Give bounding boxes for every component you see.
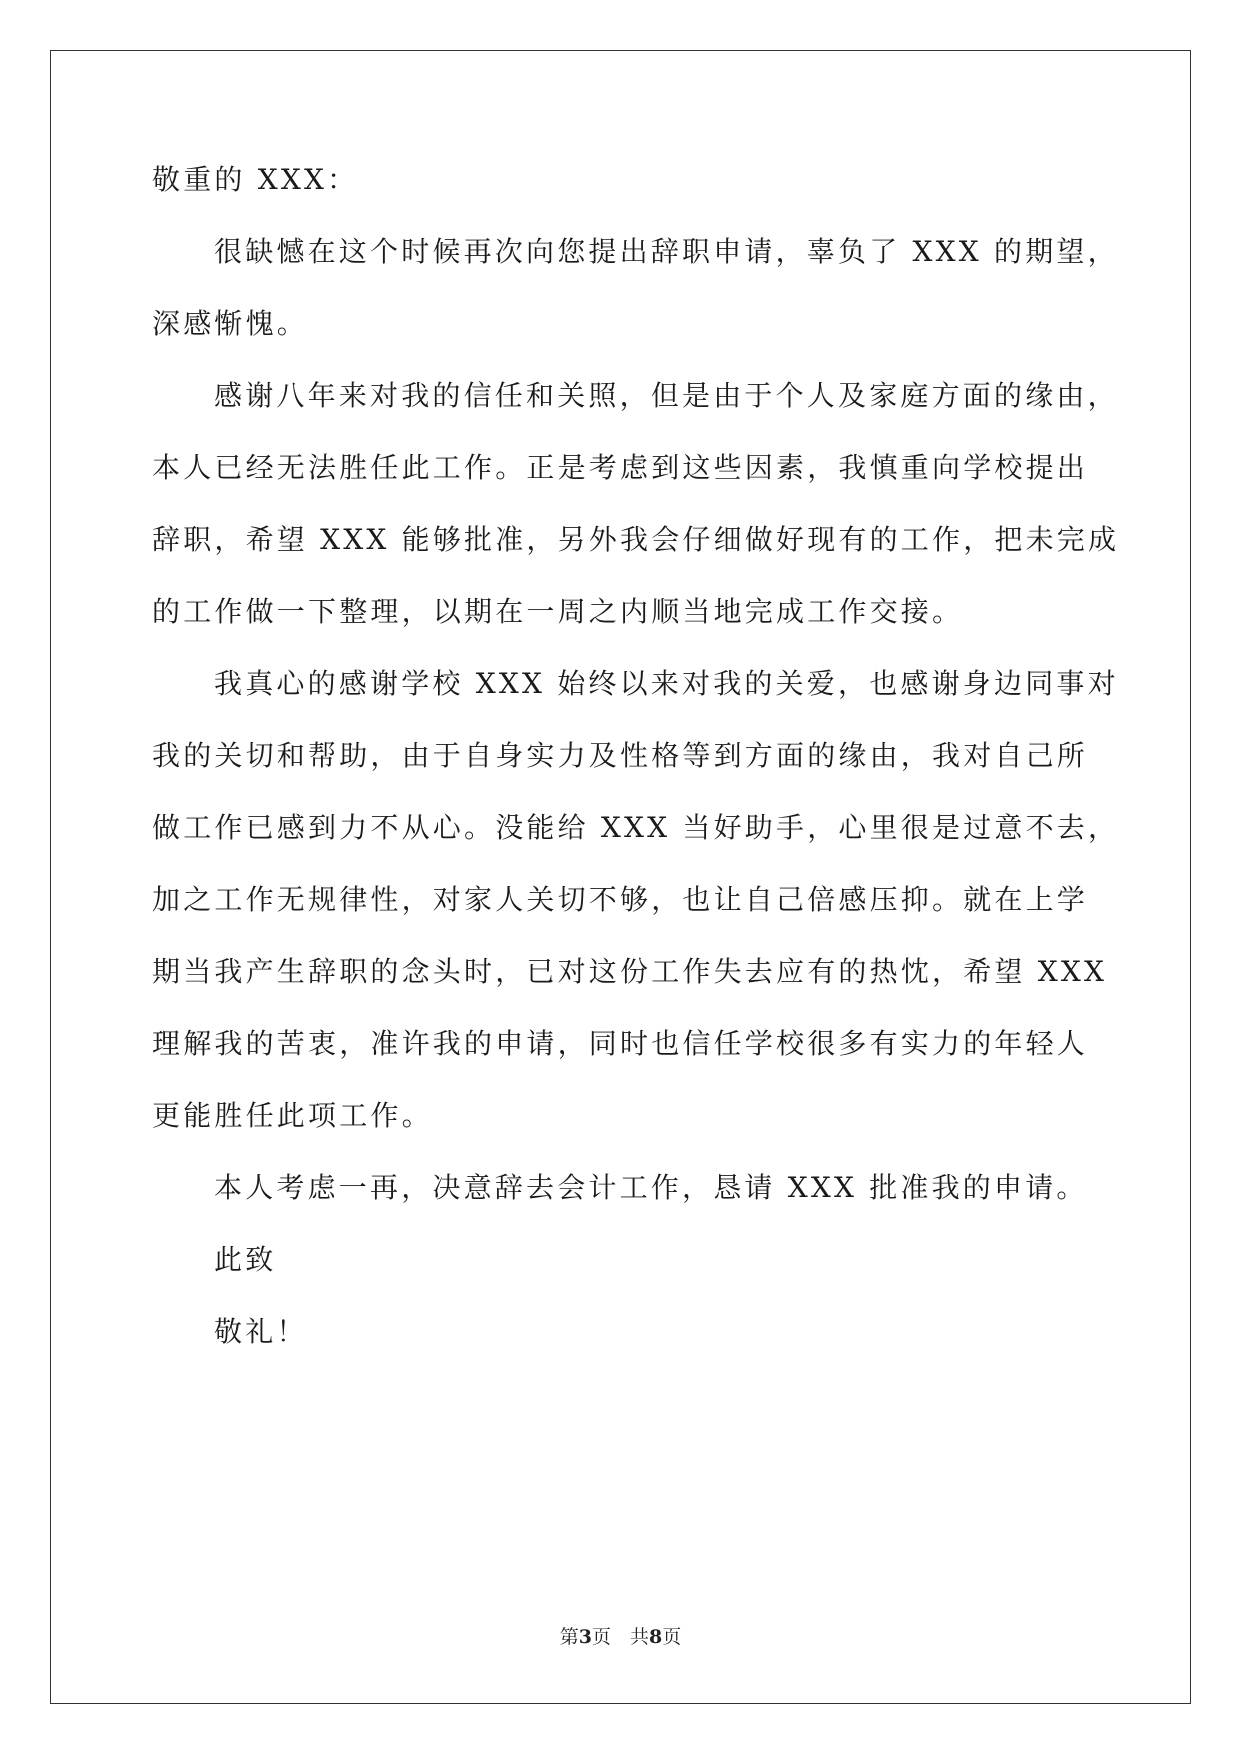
- paragraph-4-line-1: 本人考虑一再，决意辞去会计工作，恳请 XXX 批准我的申请。: [214, 1171, 1088, 1204]
- closing-salute: 敬礼！: [214, 1315, 308, 1348]
- current-page-number: 3: [578, 1626, 592, 1648]
- total-pages-number: 8: [649, 1626, 663, 1648]
- footer-total-unit: 页: [662, 1626, 682, 1648]
- paragraph-3-line-4: 加之工作无规律性，对家人关切不够，也让自己倍感压抑。就在上学: [152, 883, 1089, 916]
- paragraph-3-line-7: 更能胜任此项工作。: [152, 1099, 433, 1132]
- paragraph-3-line-2: 我的关切和帮助，由于自身实力及性格等到方面的缘由，我对自己所: [152, 739, 1089, 772]
- paragraph-2-line-4: 的工作做一下整理，以期在一周之内顺当地完成工作交接。: [152, 595, 964, 628]
- page-number-footer: [0, 1622, 1241, 1649]
- footer-page-unit: 页: [591, 1626, 611, 1648]
- paragraph-3-line-1: 我真心的感谢学校 XXX 始终以来对我的关爱，也感谢身边同事对: [214, 667, 1119, 700]
- paragraph-3-line-6: 理解我的苦衷，准许我的申请，同时也信任学校很多有实力的年轻人: [152, 1027, 1089, 1060]
- paragraph-2-line-1: 感谢八年来对我的信任和关照，但是由于个人及家庭方面的缘由，: [214, 379, 1119, 412]
- footer-prefix: 第: [559, 1626, 579, 1648]
- paragraph-3-line-3: 做工作已感到力不从心。没能给 XXX 当好助手，心里很是过意不去，: [152, 811, 1120, 844]
- closing-phrase: 此致: [214, 1243, 277, 1276]
- paragraph-2-line-3: 辞职，希望 XXX 能够批准，另外我会仔细做好现有的工作，把未完成: [152, 523, 1120, 556]
- paragraph-3-line-5: 期当我产生辞职的念头时，已对这份工作失去应有的热忱，希望 XXX: [152, 955, 1108, 988]
- letter-salutation: 敬重的 XXX：: [152, 163, 359, 196]
- paragraph-2-line-2: 本人已经无法胜任此工作。正是考虑到这些因素，我慎重向学校提出: [152, 451, 1089, 484]
- footer-total-prefix: 共: [630, 1626, 650, 1648]
- page-border: [50, 50, 1191, 1704]
- paragraph-1-line-1: 很缺憾在这个时候再次向您提出辞职申请，辜负了 XXX 的期望，: [214, 235, 1119, 268]
- paragraph-1-line-2: 深感惭愧。: [152, 307, 309, 340]
